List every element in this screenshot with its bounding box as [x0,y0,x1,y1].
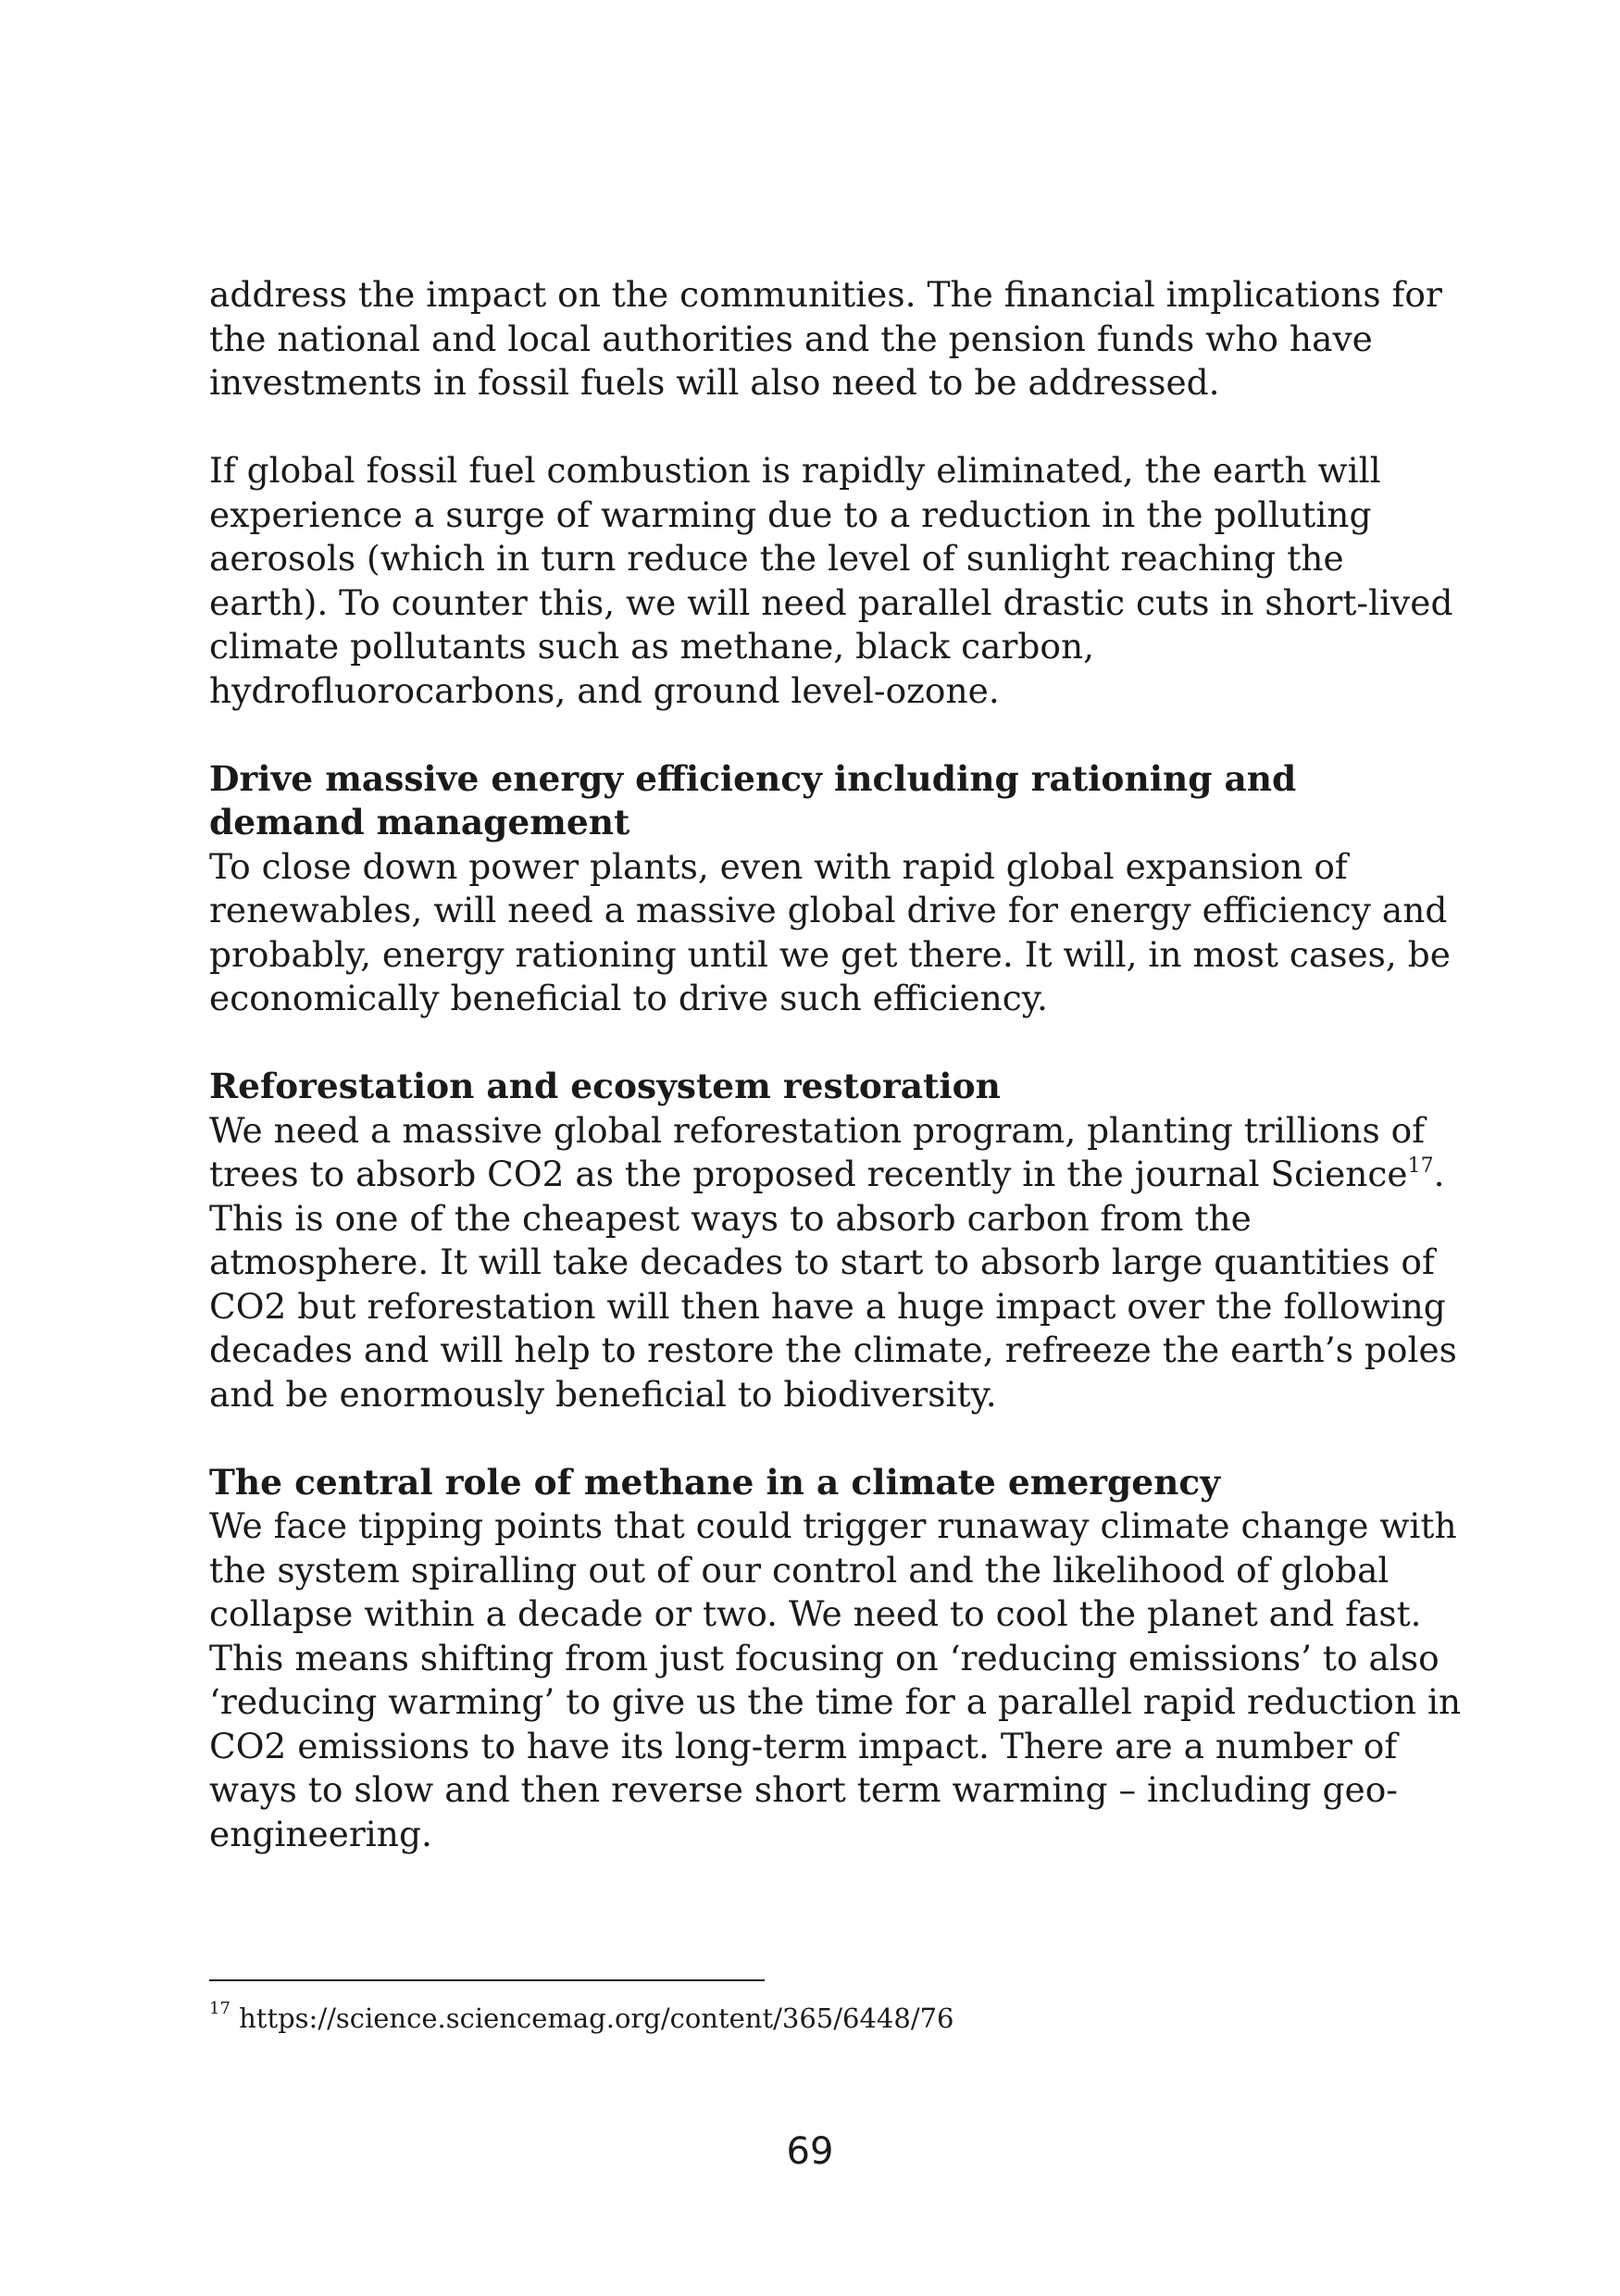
text-line: CO2 but reforestation will then have a huge impact over the following [209,1285,1446,1327]
text-line: hydrofluorocarbons, and ground level-ozone. [209,669,1000,711]
section-reforestation [209,1065,1457,1416]
page-number: 69 [786,2130,834,2173]
text-line: climate pollutants such as methane, black carbon, [209,626,1095,667]
text-line: and be enormously beneficial to biodiversity. [209,1373,997,1415]
page-body [209,273,1462,1856]
section-heading: Drive massive energy efficiency including rationing and [209,757,1297,799]
footnote-link[interactable]: https://science.sciencemag.org/content/365/6448/76 [230,2003,954,2034]
text-line: trees to absorb CO2 as the proposed recently in the journal Science [209,1154,1408,1194]
body-paragraph [209,273,1442,406]
text-line: ways to slow and then reverse short term warming – including geo- [209,1769,1398,1810]
text-line: atmosphere. It will take decades to start to absorb large quantities of [209,1242,1435,1282]
text-line: experience a surge of warming due to a reduction in the polluting [209,493,1372,535]
section-energy-efficiency [209,757,1451,1021]
text-line: If global fossil fuel combustion is rapidly eliminated, the earth will [209,450,1381,491]
body-paragraph [209,449,1453,713]
text-line: CO2 emissions to have its long-term impact. There are a number of [209,1725,1398,1766]
footnote-divider [209,1979,765,1981]
text-line: We face tipping points that could trigger runaway climate change with [209,1505,1457,1546]
text-line: decades and will help to restore the climate, refreeze the earth’s poles [209,1329,1457,1370]
text-line: the system spiralling out of our control and the likelihood of global [209,1549,1389,1591]
body-paragraph [209,845,1451,1021]
text-line: probably, energy rationing until we get there. It will, in most cases, be [209,933,1451,975]
text-line: We need a massive global reforestation program, planting trillions of [209,1109,1426,1151]
section-heading: The central role of methane in a climate emergency [209,1461,1221,1503]
section-heading: demand management [209,802,630,842]
text-line-with-footnote [209,1153,1445,1197]
footnote-reference[interactable]: 17 [1407,1154,1434,1178]
text-line: engineering. [209,1813,432,1854]
text-line: collapse within a decade or two. We need to cool the planet and fast. [209,1593,1422,1634]
text-line: ‘reducing warming’ to give us the time for a parallel rapid reduction in [209,1681,1462,1722]
body-paragraph [209,1504,1462,1856]
section-heading: Reforestation and ecosystem restoration [209,1066,1001,1106]
footnote [209,1999,954,2035]
text-line: the national and local authorities and the pension funds who have [209,318,1373,359]
footnote-number: 17 [209,1999,231,2019]
text-line: earth). To counter this, we will need parallel drastic cuts in short-lived [209,581,1453,623]
text-line: This is one of the cheapest ways to absorb carbon from the [209,1197,1252,1239]
text-line: This means shifting from just focusing on ‘reducing emissions’ to also [209,1637,1439,1678]
text-line: economically beneficial to drive such efficiency. [209,978,1048,1018]
text-line: aerosols (which in turn reduce the level of sunlight reaching the [209,538,1344,579]
body-paragraph [209,1109,1457,1417]
text-line: To close down power plants, even with rapid global expansion of [209,845,1348,887]
text-line: address the impact on the communities. The financial implications for [209,274,1442,315]
text-line: investments in fossil fuels will also need to be addressed. [209,362,1220,403]
text-line: renewables, will need a massive global drive for energy efficiency and [209,890,1448,930]
punctuation: . [1433,1154,1445,1194]
section-methane [209,1461,1462,1857]
